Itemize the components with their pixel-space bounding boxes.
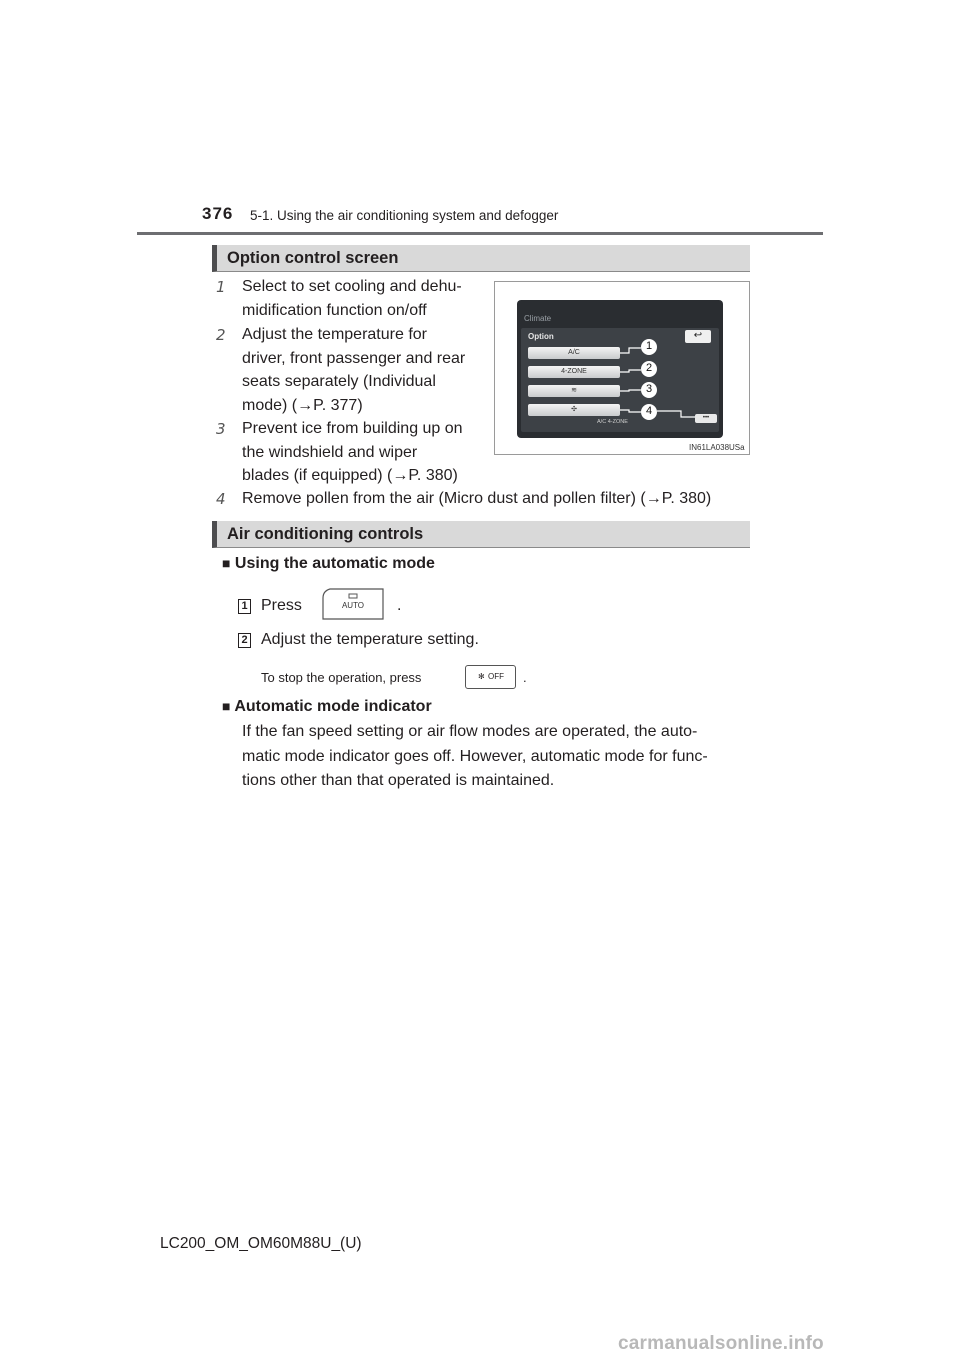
fan-icon: ✻ (478, 672, 485, 681)
section-title: Air conditioning controls (227, 525, 424, 543)
text-line: Select to set cooling and dehu- (242, 278, 462, 295)
off-button-label: OFF (488, 672, 504, 681)
callout-1: 1 (641, 339, 657, 355)
section-heading-air-conditioning-controls (212, 521, 750, 548)
callout-4: 4 (641, 404, 657, 420)
stop-note-text: To stop the operation, press (261, 670, 422, 685)
text-line: midification function on/off (242, 301, 427, 319)
text-line: mode) (→P. 377) (242, 396, 363, 414)
subheading-automatic-indicator (222, 698, 432, 716)
item-number: 1 (216, 278, 226, 296)
climate-option-screen (517, 300, 723, 438)
callout-leader-lines (517, 300, 723, 438)
text-line: driver, front passenger and rear (242, 349, 466, 367)
step-1-period: . (397, 597, 402, 614)
watermark: carmanualsonline.info (618, 1333, 824, 1354)
text-line: tions other than that operated is maintained. (242, 772, 555, 789)
more-button[interactable]: ••• (695, 414, 717, 423)
step-1-text: Press (261, 597, 302, 614)
auto-button (322, 588, 384, 620)
text-line: matic mode indicator goes off. However, automatic mode for func- (242, 747, 708, 765)
step-number: 1 (238, 599, 251, 614)
section-title: Option control screen (227, 249, 399, 267)
section-heading-option-control (212, 245, 750, 272)
item-4-text: Remove pollen from the air (Micro dust and pollen filter) (→P. 380) (242, 490, 712, 507)
step-number: 2 (238, 633, 251, 648)
header-rule (137, 232, 823, 235)
subheading-text: Automatic mode indicator (234, 698, 432, 715)
deicer-icon: ≋ (571, 387, 577, 394)
item-2-text (242, 323, 478, 417)
text-line: blades (if equipped) (→P. 380) (242, 467, 458, 484)
auto-button-label: AUTO (341, 601, 365, 610)
item-3-text (242, 417, 478, 488)
back-arrow-icon[interactable]: ↩ (685, 330, 711, 343)
callout-2: 2 (641, 361, 657, 377)
indicator-paragraph (242, 720, 750, 794)
chapter-title: 5-1. Using the air conditioning system and defogger (250, 208, 559, 223)
page-number: 376 (202, 204, 234, 223)
square-bullet-icon: ■ (222, 698, 231, 714)
four-zone-button[interactable]: 4-ZONE (528, 366, 620, 378)
callout-3: 3 (641, 382, 657, 398)
text-line: If the fan speed setting or air flow modes are operated, the auto- (242, 723, 698, 740)
option-label: Option (528, 332, 554, 341)
image-code: IN61LA038USa (689, 443, 745, 452)
stop-note-period: . (523, 670, 527, 685)
footer-doc-id: LC200_OM_OM60M88U_(U) (160, 1235, 362, 1252)
item-number: 4 (216, 490, 226, 508)
text-line: the windshield and wiper (242, 443, 418, 461)
text-line: seats separately (Individual (242, 373, 436, 390)
subheading-automatic-mode (222, 555, 435, 573)
screen-title: Climate (524, 314, 552, 323)
step-2-text: Adjust the temperature setting. (261, 631, 479, 648)
item-1-text (242, 275, 478, 322)
item-number: 3 (216, 420, 226, 438)
ac-button[interactable]: A/C (528, 347, 620, 359)
square-bullet-icon: ■ (222, 555, 231, 571)
status-text: A/C 4-ZONE (597, 419, 628, 425)
item-number: 2 (216, 326, 226, 344)
off-button (465, 665, 516, 689)
subheading-text: Using the automatic mode (234, 555, 435, 572)
text-line: Adjust the temperature for (242, 326, 427, 343)
pollen-filter-icon: ✣ (571, 406, 577, 413)
text-line: Prevent ice from building up on (242, 420, 463, 437)
